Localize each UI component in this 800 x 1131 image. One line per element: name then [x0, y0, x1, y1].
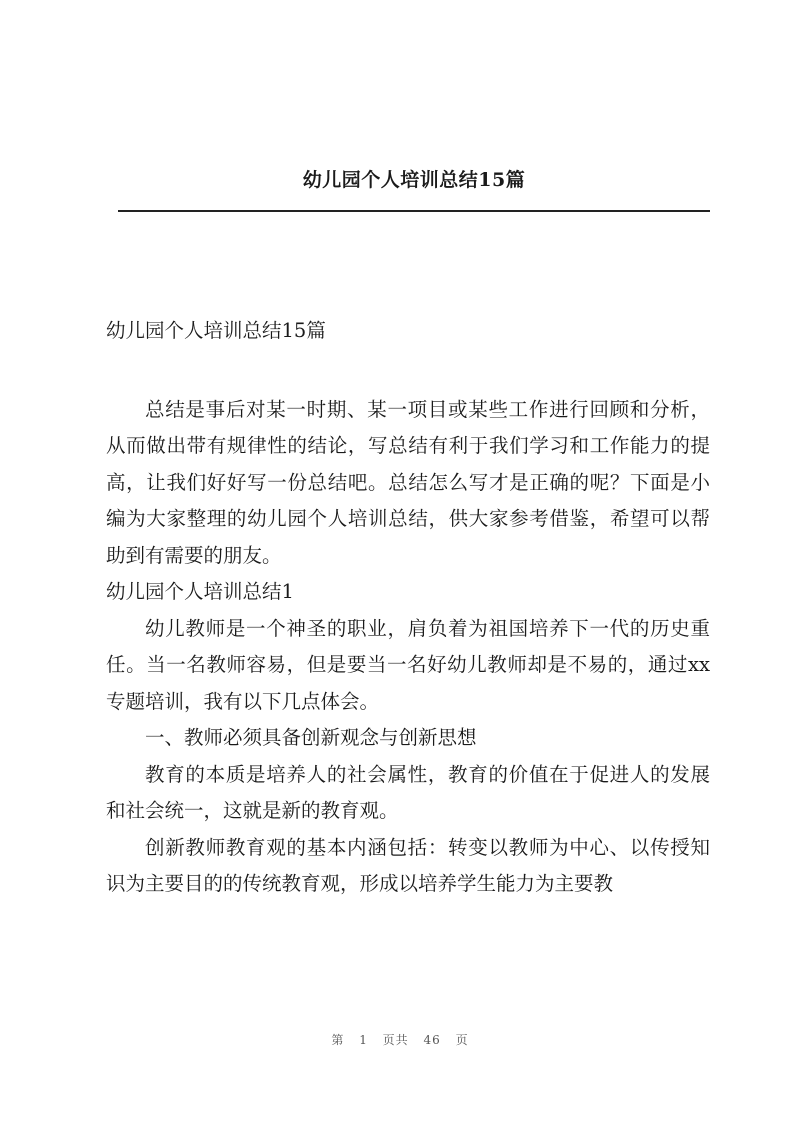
header-divider	[118, 210, 710, 212]
page-title: 幼儿园个人培训总结15篇	[302, 169, 526, 191]
body-paragraph: 幼儿教师是一个神圣的职业，肩负着为祖国培养下一代的历史重任。当一名教师容易，但是要当一名好幼儿教师却是不易的，通过xx专题培训，我有以下几点体会。	[106, 616, 710, 713]
total-page-count: 46	[423, 1033, 441, 1047]
page-header	[118, 166, 710, 194]
intro-paragraph: 总结是事后对某一时期、某一项目或某些工作进行回顾和分析，从而做出带有规律性的结论，写总结有利于我们学习和工作能力的提高，让我们好好写一份总结吧。总结怎么写才是正确的呢？下面是小编为大家整理的幼儿园个人培训总结，供大家参考借鉴，希望可以帮助到有需要的朋友。	[106, 397, 710, 567]
subsection-heading: 一、教师必须具备创新观念与创新思想	[145, 726, 477, 749]
footer-suffix: 页	[455, 1033, 469, 1047]
body-paragraph: 创新教师教育观的基本内涵包括：转变以教师为中心、以传授知识为主要目的的传统教育观，形成以培养学生能力为主要教	[106, 835, 710, 895]
body-paragraph: 教育的本质是培养人的社会属性，教育的价值在于促进人的发展和社会统一，这就是新的教育观。	[106, 762, 710, 822]
page-footer	[0, 1031, 800, 1048]
footer-middle: 页共	[382, 1033, 409, 1047]
footer-prefix: 第	[331, 1033, 345, 1047]
section-heading: 幼儿园个人培训总结1	[106, 580, 294, 603]
current-page-number: 1	[359, 1033, 368, 1047]
document-body	[106, 313, 710, 903]
document-title: 幼儿园个人培训总结15篇	[106, 319, 326, 342]
